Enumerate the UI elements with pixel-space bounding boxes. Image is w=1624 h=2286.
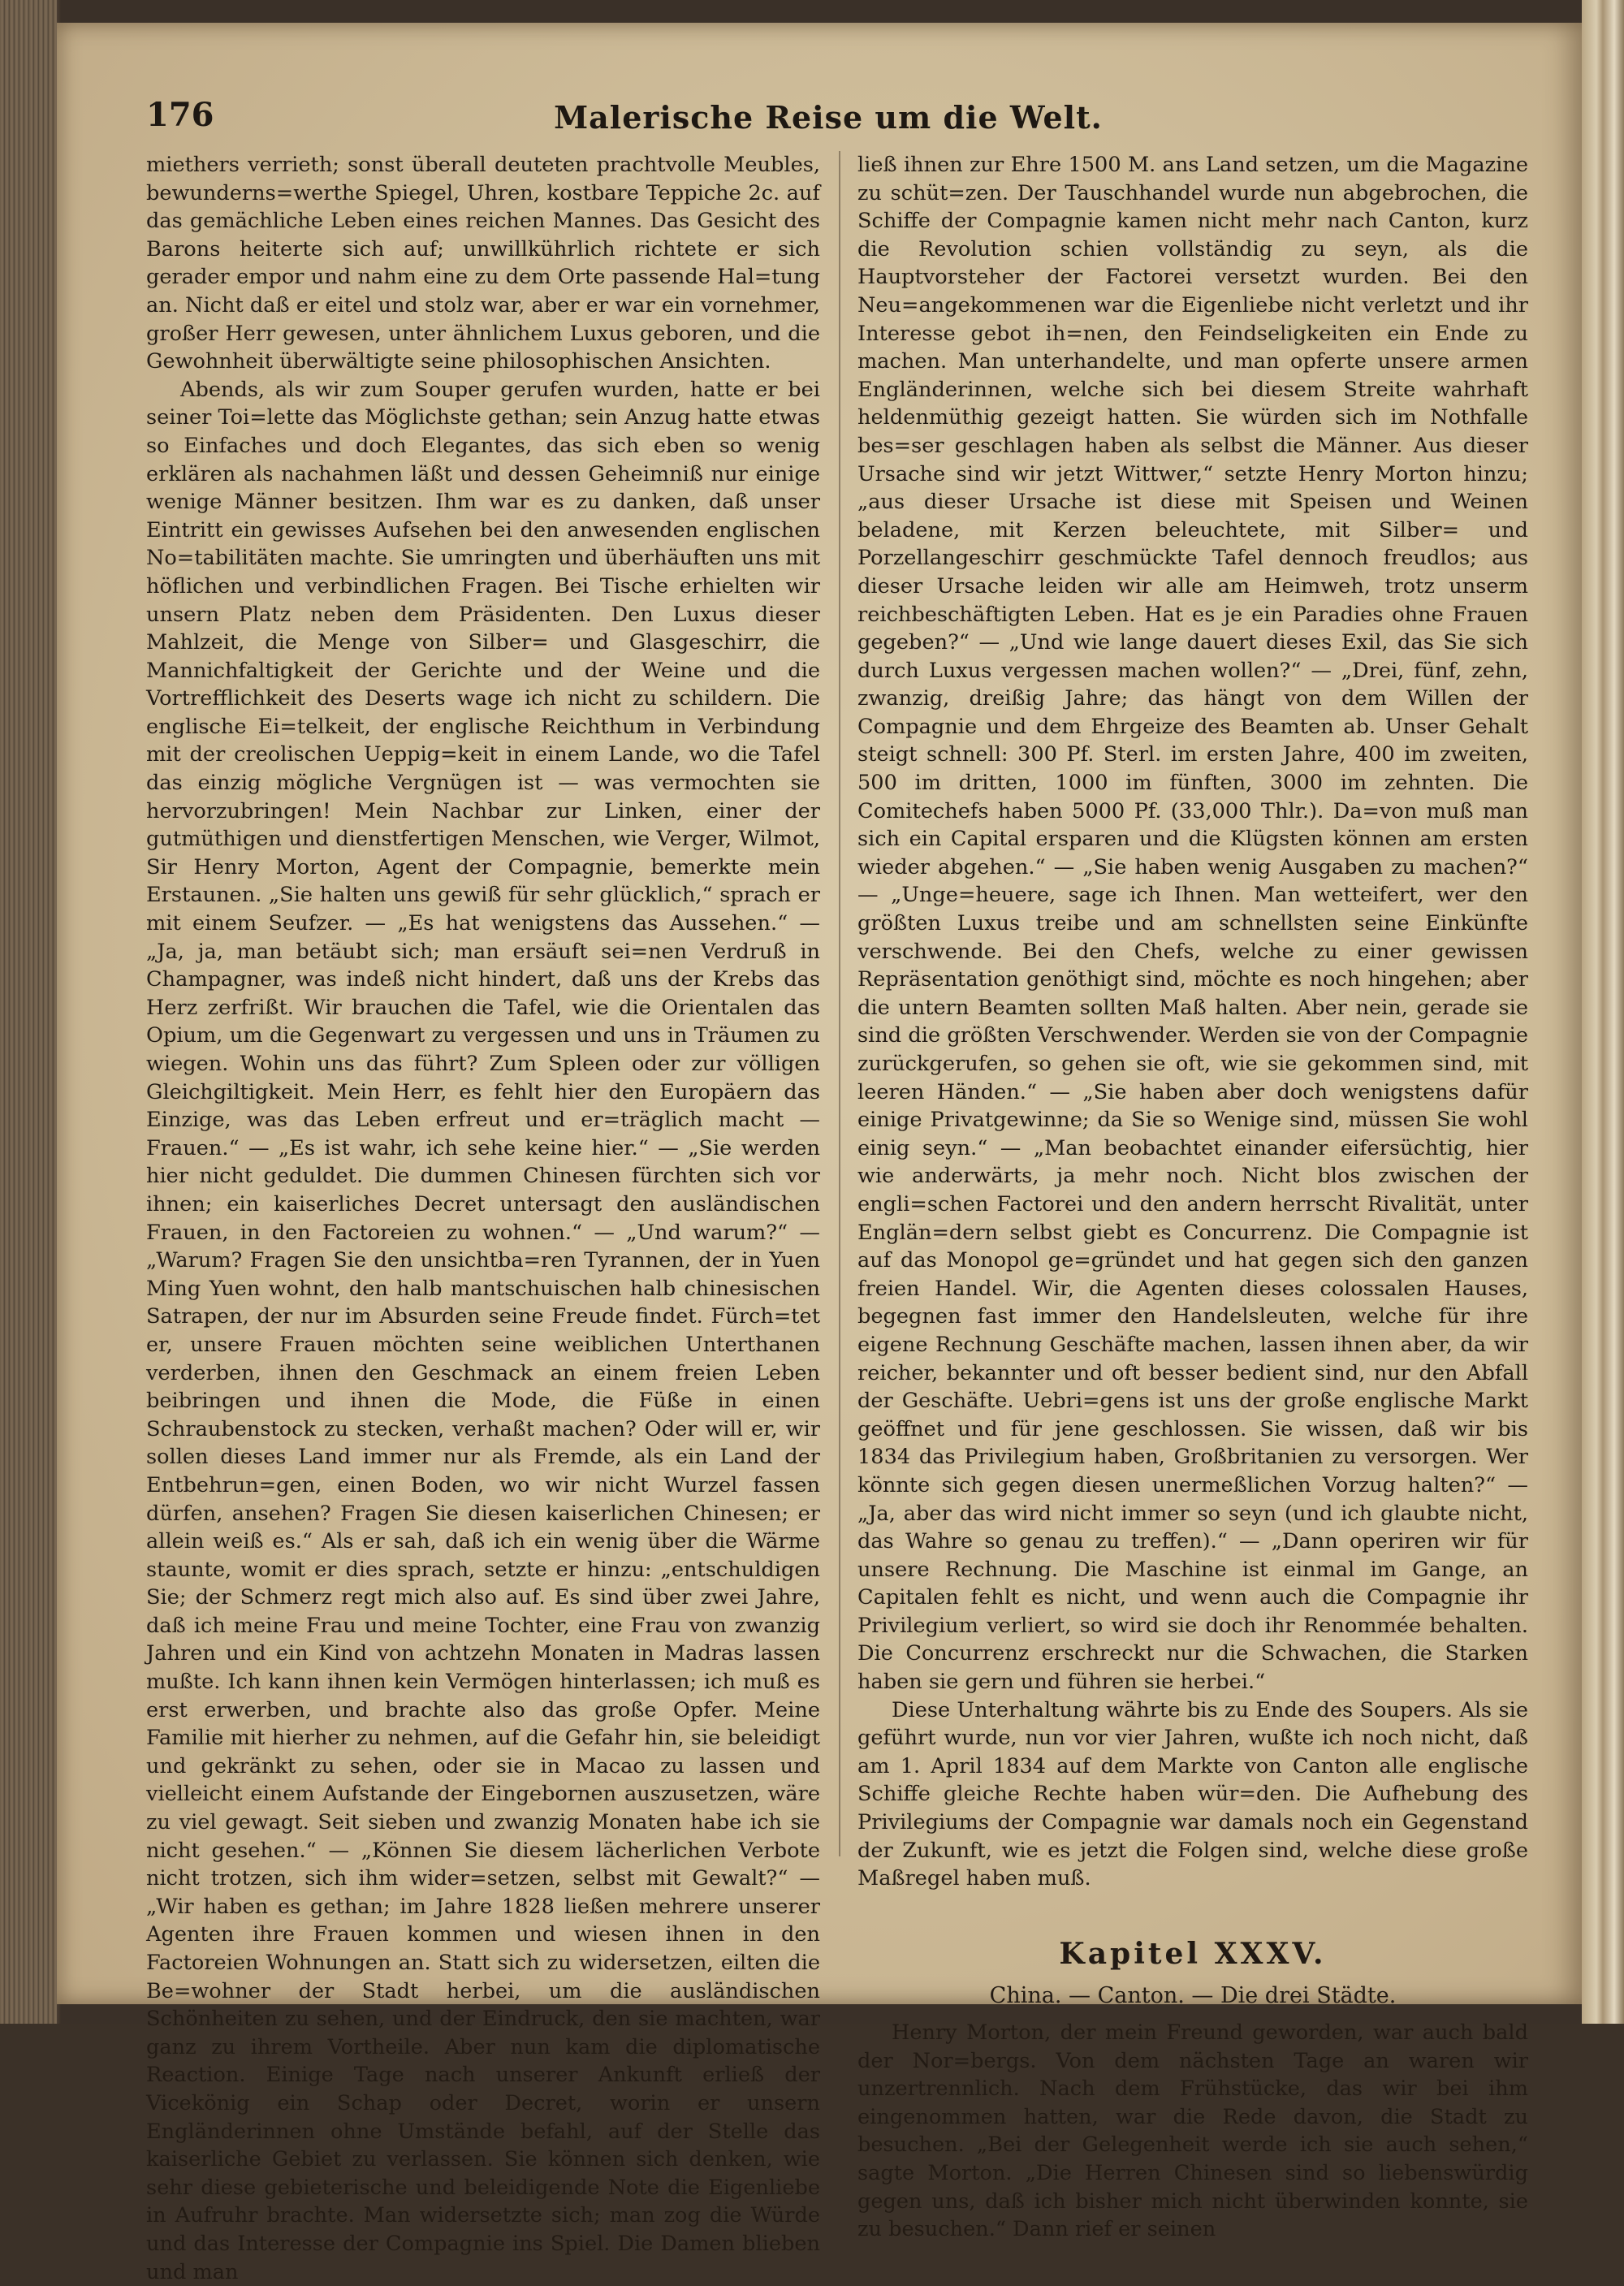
left-text-column xyxy=(146,151,820,2286)
previous-pages-edge xyxy=(0,0,57,2024)
paragraph: Diese Unterhaltung währte bis zu Ende des Soupers. Als sie geführt wurde, nun vor vier Jahren, wußte ich noch nicht, daß am 1. April 1834 auf dem Markte von Canton alle englische Schiffe gleiche Rechte haben wür=den. Die Aufhebung des Privilegiums der Compagnie war damals noch ein Gegenstand der Zukunft, wie es jetzt die Folgen sind, welche diese große Maßregel haben muß. xyxy=(857,1697,1528,1891)
page-number: 176 xyxy=(146,96,214,134)
chapter-heading: Kapitel XXXV. xyxy=(1059,1936,1327,1971)
running-title: Malerische Reise um die Welt. xyxy=(554,99,1103,136)
chapter-subtitle: China. — Canton. — Die drei Städte. xyxy=(989,1983,1397,2009)
page-fore-edge xyxy=(1582,0,1624,2024)
paragraph: ließ ihnen zur Ehre 1500 M. ans Land setzen, um die Magazine zu schüt=zen. Der Tauschhandel wurde nun abgebrochen, die Schiffe der Compagnie kamen nicht mehr nach Canton, kurz die Revolution schien vollständig zu seyn, als die Hauptvorsteher der Factorei versetzt wurden. Bei den Neu=angekommenen war die Eigenliebe nicht verletzt und ihr Interesse gebot ih=nen, den Feindseligkeiten ein Ende zu machen. Man unterhandelte, und man opferte unsere armen Engländerinnen, welche sich bei diesem Streite wahrhaft heldenmüthig gezeigt hatten. Sie würden sich im Nothfalle bes=ser geschlagen haben als selbst die Männer. Aus dieser Ursache sind wir jetzt Wittwer,“ setzte Henry Morton hinzu; „aus dieser Ursache ist diese mit Speisen und Weinen beladene, mit Kerzen beleuchtete, mit Silber= und Porzellangeschirr geschmückte Tafel dennoch freudlos; aus dieser Ursache leiden wir alle am Heimweh, trotz unserm reichbeschäftigten Leben. Hat es je ein Paradies ohne Frauen gegeben?“ — „Und wie lange dauert dieses Exil, das Sie sich durch Luxus vergessen machen wollen?“ — „Drei, fünf, zehn, zwanzig, dreißig Jahre; das hängt von dem Willen der Compagnie und dem Ehrgeize des Beamten ab. Unser Gehalt steigt schnell: 300 Pf. Sterl. im ersten Jahre, 400 im zweiten, 500 im dritten, 1000 im fünften, 3000 im zehnten. Die Comitechefs haben 5000 Pf. (33,000 Thlr.). Da=von muß man sich ein Capital ersparen und die Klügsten können am ersten wieder abgehen.“ — „Sie haben wenig Ausgaben zu machen?“ — „Unge=heuere, sage ich Ihnen. Man wetteifert, wer den größten Luxus treibe und am schnellsten seine Einkünfte verschwende. Bei den Chefs, welche zu einer gewissen Repräsentation genöthigt sind, möchte es noch hingehen; aber die untern Beamten sollten Maß halten. Aber nein, gerade sie sind die größten Verschwender. Werden sie von der Compagnie zurückgerufen, so gehen sie oft, wie sie gekommen sind, mit leeren Händen.“ — „Sie haben aber doch wenigstens dafür einige Privatgewinne; da Sie so Wenige sind, müssen Sie wohl einig seyn.“ — „Man beobachtet einander eifersüchtig, hier wie anderwärts, ja mehr noch. Nicht blos zwischen der engli=schen Factorei und den andern herrscht Rivalität, unter Englän=dern selbst giebt es Concurrenz. Die Compagnie ist auf das Monopol ge=gründet und hat gegen sich den ganzen freien Handel. Wir, die Agenten dieses colossalen Hauses, begegnen fast immer den Handelsleuten, welche für ihre eigene Rechnung Geschäfte machen, lassen ihnen aber, da wir reicher, bekannter und oft besser bedient sind, nur den Abfall der Geschäfte. Uebri=gens ist uns der große englische Markt geöffnet und für jene geschlossen. Sie wissen, daß wir bis 1834 das Privilegium haben, Großbritanien zu versorgen. Wer könnte sich gegen diesen unermeßlichen Vorzug halten?“ — „Ja, aber das wird nicht immer so seyn (und ich glaubte nicht, das Wahre so genau zu treffen).“ — „Dann operiren wir für unsere Rechnung. Die Maschine ist einmal im Gange, an Capitalen fehlt es nicht, und wenn auch die Compagnie ihr Privilegium verliert, so wird sie doch ihr Renommée behalten. Die Concurrenz erschreckt nur die Schwachen, die Starken haben sie gern und führen sie herbei.“ xyxy=(857,153,1528,1695)
right-text-column xyxy=(857,151,1528,2244)
paragraph: Abends, als wir zum Souper gerufen wurden, hatte er bei seiner Toi=lette das Möglichste gethan; sein Anzug hatte etwas so Einfaches und doch Elegantes, das sich eben so wenig erklären als nachahmen läßt und dessen Geheimniß nur einige wenige Männer besitzen. Ihm war es zu danken, daß unser Eintritt ein gewisses Aufsehen bei den anwesenden englischen No=tabilitäten machte. Sie umringten und überhäuften uns mit höflichen und verbindlichen Fragen. Bei Tische erhielten wir unsern Platz neben dem Präsidenten. Den Luxus dieser Mahlzeit, die Menge von Silber= und Glasgeschirr, die Mannichfaltigkeit der Gerichte und der Weine und die Vortrefflichkeit des Deserts wage ich nicht zu schildern. Die englische Ei=telkeit, der englische Reichthum in Verbindung mit der creolischen Ueppig=keit in einem Lande, wo die Tafel das einzig mögliche Vergnügen ist — was vermochten sie hervorzubringen! Mein Nachbar zur Linken, einer der gutmüthigen und dienstfertigen Menschen, wie Verger, Wilmot, Sir Henry Morton, Agent der Compagnie, bemerkte mein Erstaunen. „Sie halten uns gewiß für sehr glücklich,“ sprach er mit einem Seufzer. — „Es hat wenigstens das Aussehen.“ — „Ja, ja, man betäubt sich; man ersäuft sei=nen Verdruß in Champagner, was indeß nicht hindert, daß uns der Krebs das Herz zerfrißt. Wir brauchen die Tafel, wie die Orientalen das Opium, um die Gegenwart zu vergessen und uns in Träumen zu wiegen. Wohin uns das führt? Zum Spleen oder zur völligen Gleichgiltigkeit. Mein Herr, es fehlt hier den Europäern das Einzige, was das Leben erfreut und er=träglich macht — Frauen.“ — „Es ist wahr, ich sehe keine hier.“ — „Sie werden hier nicht geduldet. Die dummen Chinesen fürchten sich vor ihnen; ein kaiserliches Decret untersagt den ausländischen Frauen, in den Factoreien zu wohnen.“ — „Und warum?“ — „Warum? Fragen Sie den unsichtba=ren Tyrannen, der in Yuen Ming Yuen wohnt, den halb mantschuischen halb chinesischen Satrapen, der nur im Absurden seine Freude findet. Fürch=tet er, unsere Frauen möchten seine weiblichen Unterthanen verderben, ihnen den Geschmack an einem freien Leben beibringen und ihnen die Mode, die Füße in einen Schraubenstock zu stecken, verhaßt machen? Oder will er, wir sollen dieses Land immer nur als Fremde, als ein Land der Entbehrun=gen, einen Boden, wo wir nicht Wurzel fassen dürfen, ansehen? Fragen Sie diesen kaiserlichen Chinesen; er allein weiß es.“ Als er sah, daß ich ein wenig über die Wärme staunte, womit er dies sprach, setzte er hinzu: „entschuldigen Sie; der Schmerz regt mich also auf. Es sind über zwei Jahre, daß ich meine Frau und meine Tochter, eine Frau von zwanzig Jahren und ein Kind von achtzehn Monaten in Madras lassen mußte. Ich kann ihnen kein Vermögen hinterlassen; ich muß es erst erwerben, und brachte also das große Opfer. Meine Familie mit hierher zu nehmen, auf die Gefahr hin, sie beleidigt und gekränkt zu sehen, oder sie in Macao zu lassen und vielleicht einem Aufstande der Eingebornen auszusetzen, wäre zu viel gewagt. Seit sieben und zwanzig Monaten habe ich sie nicht gesehen.“ — „Können Sie diesem lächerlichen Verbote nicht trotzen, sich ihm wider=setzen, selbst mit Gewalt?“ — „Wir haben es gethan; im Jahre 1828 ließen mehrere unserer Agenten ihre Frauen kommen und wiesen ihnen in den Factoreien Wohnungen an. Statt sich zu widersetzen, eilten die Be=wohner der Stadt herbei, um die ausländischen Schönheiten zu sehen, und der Eindruck, den sie machten, war ganz zu ihrem Vortheile. Aber nun kam die diplomatische Reaction. Einige Tage nach unserer Ankunft erließ der Vicekönig ein Schap oder Decret, worin er unsern Engländerinnen ohne Umstände befahl, auf der Stelle das kaiserliche Gebiet zu verlassen. Sie können sich denken, wie sehr diese gebieterische und beleidigende Note die Eigenliebe in Aufruhr brachte. Man widersetzte sich; man zog die Würde und das Interesse der Compagnie ins Spiel. Die Damen blieben und man xyxy=(146,377,820,2284)
page-header xyxy=(146,96,1510,145)
column-divider xyxy=(839,151,840,1856)
paragraph: Henry Morton, der mein Freund geworden, war auch bald der Nor=bergs. Von dem nächsten Tage an waren wir unzertrennlich. Nach dem Frühstücke, das wir bei ihm eingenommen hatten, war die Rede davon, die Stadt zu besuchen. „Bei der Gelegenheit werde ich sie auch sehen,“ sagte Morton. „Die Herren Chinesen sind so liebenswürdig gegen uns, daß ich bisher mich nicht überwinden konnte, sie zu besuchen.“ Dann rief er seinen xyxy=(857,2020,1528,2242)
paragraph: miethers verrieth; sonst überall deuteten prachtvolle Meubles, bewunderns=werthe Spiegel, Uhren, kostbare Teppiche 2c. auf das gemächliche Leben eines reichen Mannes. Das Gesicht des Barons heiterte sich auf; unwillkührlich richtete er sich gerader empor und nahm eine zu dem Orte passende Hal=tung an. Nicht daß er eitel und stolz war, aber er war ein vornehmer, großer Herr gewesen, unter ähnlichem Luxus geboren, und die Gewohnheit überwältigte seine philosophischen Ansichten. xyxy=(146,153,820,374)
